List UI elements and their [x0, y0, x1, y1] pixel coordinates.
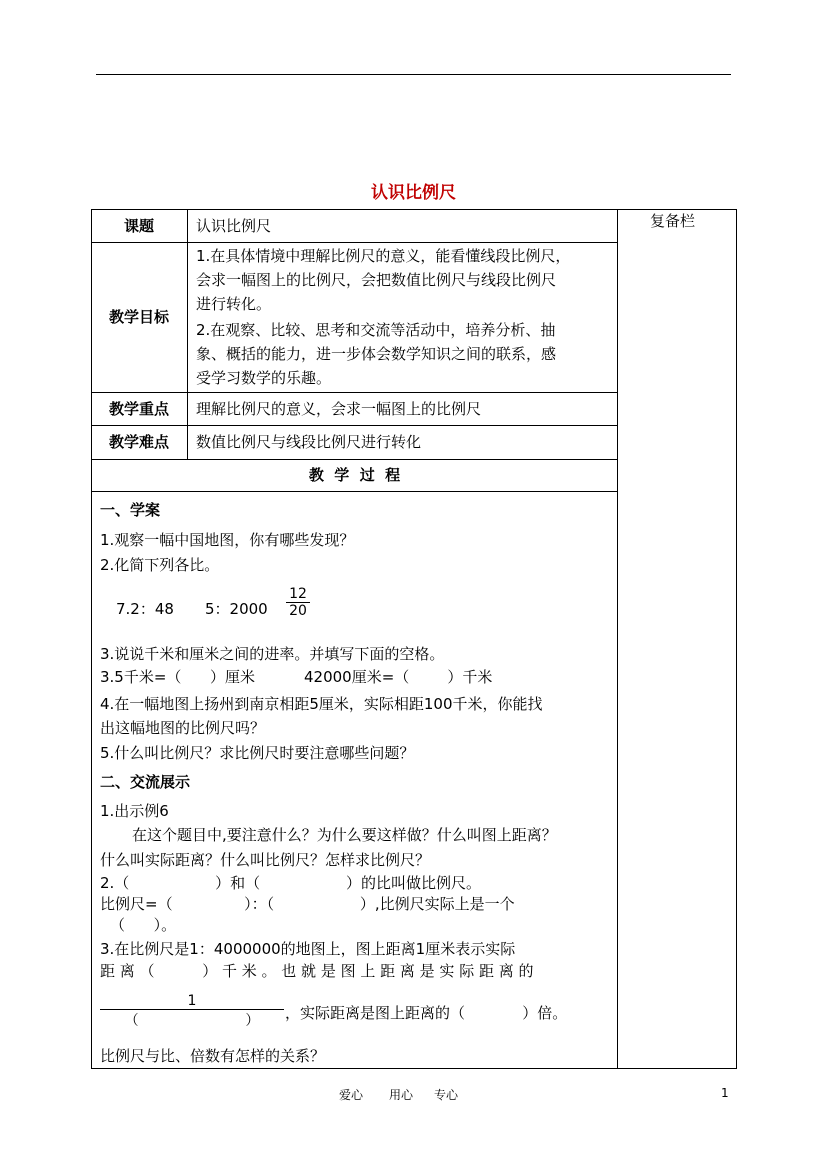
- page-title: 认识比例尺: [371, 183, 456, 203]
- table-border-right: [736, 209, 737, 1069]
- table-border-bottom: [91, 1068, 737, 1069]
- question-4-line: 出这幅地图的比例尺吗？: [100, 719, 266, 737]
- fraction-1-over-blank: [100, 993, 284, 1030]
- goals-line: 受学习数学的乐趣。: [196, 369, 332, 387]
- goals-line: 象、概括的能力，进一步体会数学知识之间的联系，感: [196, 345, 557, 363]
- ratio-1: 7.2：48: [116, 600, 174, 618]
- fraction-denominator: （ ）: [124, 1013, 260, 1029]
- label-divider: [187, 209, 188, 459]
- fraction-numerator: 1: [100, 993, 284, 1010]
- example-1: 1.出示例6: [100, 802, 169, 820]
- sidebar-header: 复备栏: [650, 212, 696, 230]
- goals-line: 2.在观察、比较、思考和交流等活动中，培养分析、抽: [196, 321, 556, 339]
- key-value: 理解比例尺的意义，会求一幅图上的比例尺: [196, 400, 482, 418]
- example-2-line: 比例尺=（ ）：（ ）,比例尺实际上是一个: [100, 895, 515, 913]
- example-2-line: 2.（ ）和（ ）的比叫做比例尺。: [100, 874, 481, 892]
- ratio-2: 5：2000: [205, 600, 268, 618]
- sidebar-divider: [617, 209, 618, 1069]
- footer-text: 专心: [434, 1088, 459, 1102]
- row-divider: [91, 459, 618, 460]
- table-border-left: [91, 209, 92, 1069]
- topic-value: 认识比例尺: [196, 217, 272, 235]
- goals-line: 会求一幅图上的比例尺，会把数值比例尺与线段比例尺: [196, 271, 557, 289]
- row-divider: [91, 392, 618, 393]
- question-2: 2.化简下列各比。: [100, 556, 220, 574]
- example-3-line: 3.在比例尺是1：4000000的地图上，图上距离1厘米表示实际: [100, 940, 516, 958]
- footer-text: 用心: [389, 1088, 414, 1102]
- example-3-line: 距 离 （ ） 千 米 。 也 就 是 图 上 距 离 是 实 际 距 离 的: [100, 962, 534, 980]
- example-1-line: 在这个题目中,要注意什么？为什么要这样做？什么叫图上距离？: [132, 826, 557, 844]
- relation-question: 比例尺与比、倍数有怎样的关系？: [100, 1047, 326, 1065]
- fraction-denominator: 20: [289, 603, 307, 619]
- question-1: 1.观察一幅中国地图，你有哪些发现？: [100, 531, 355, 549]
- question-3a: 3.5千米=（ ）厘米: [100, 668, 256, 686]
- process-header: 教 学 过 程: [308, 466, 401, 484]
- goals-line: 进行转化。: [196, 295, 272, 313]
- difficulty-label: 教学难点: [108, 433, 169, 451]
- section-heading: 一、学案: [100, 501, 161, 519]
- example-3-line: ，实际距离是图上距离的（ ）倍。: [285, 1004, 568, 1022]
- goals-label: 教学目标: [108, 308, 169, 326]
- topic-label: 课题: [123, 217, 154, 235]
- example-1-line: 什么叫实际距离？什么叫比例尺？怎样求比例尺？: [100, 851, 431, 869]
- row-divider: [91, 491, 618, 492]
- fraction-numerator: 12: [286, 586, 310, 603]
- header-rule: [96, 74, 731, 75]
- section-heading: 二、交流展示: [100, 773, 191, 791]
- difficulty-value: 数值比例尺与线段比例尺进行转化: [196, 433, 422, 451]
- question-4-line: 4.在一幅地图上扬州到南京相距5厘米，实际相距100千米，你能找: [100, 695, 543, 713]
- goals-line: 1.在具体情境中理解比例尺的意义，能看懂线段比例尺，: [196, 247, 571, 265]
- page-number: 1: [721, 1086, 729, 1100]
- question-5: 5.什么叫比例尺？求比例尺时要注意哪些问题？: [100, 744, 415, 762]
- footer-text: 爱心: [339, 1088, 364, 1102]
- row-divider: [91, 425, 618, 426]
- question-3b: 42000厘米=（ ）千米: [304, 668, 493, 686]
- fraction-12-20: [286, 586, 310, 619]
- row-divider: [91, 242, 618, 243]
- question-3: 3.说说千米和厘米之间的进率。并填写下面的空格。: [100, 645, 445, 663]
- example-2-line: （ ）。: [110, 916, 177, 934]
- key-label: 教学重点: [108, 400, 169, 418]
